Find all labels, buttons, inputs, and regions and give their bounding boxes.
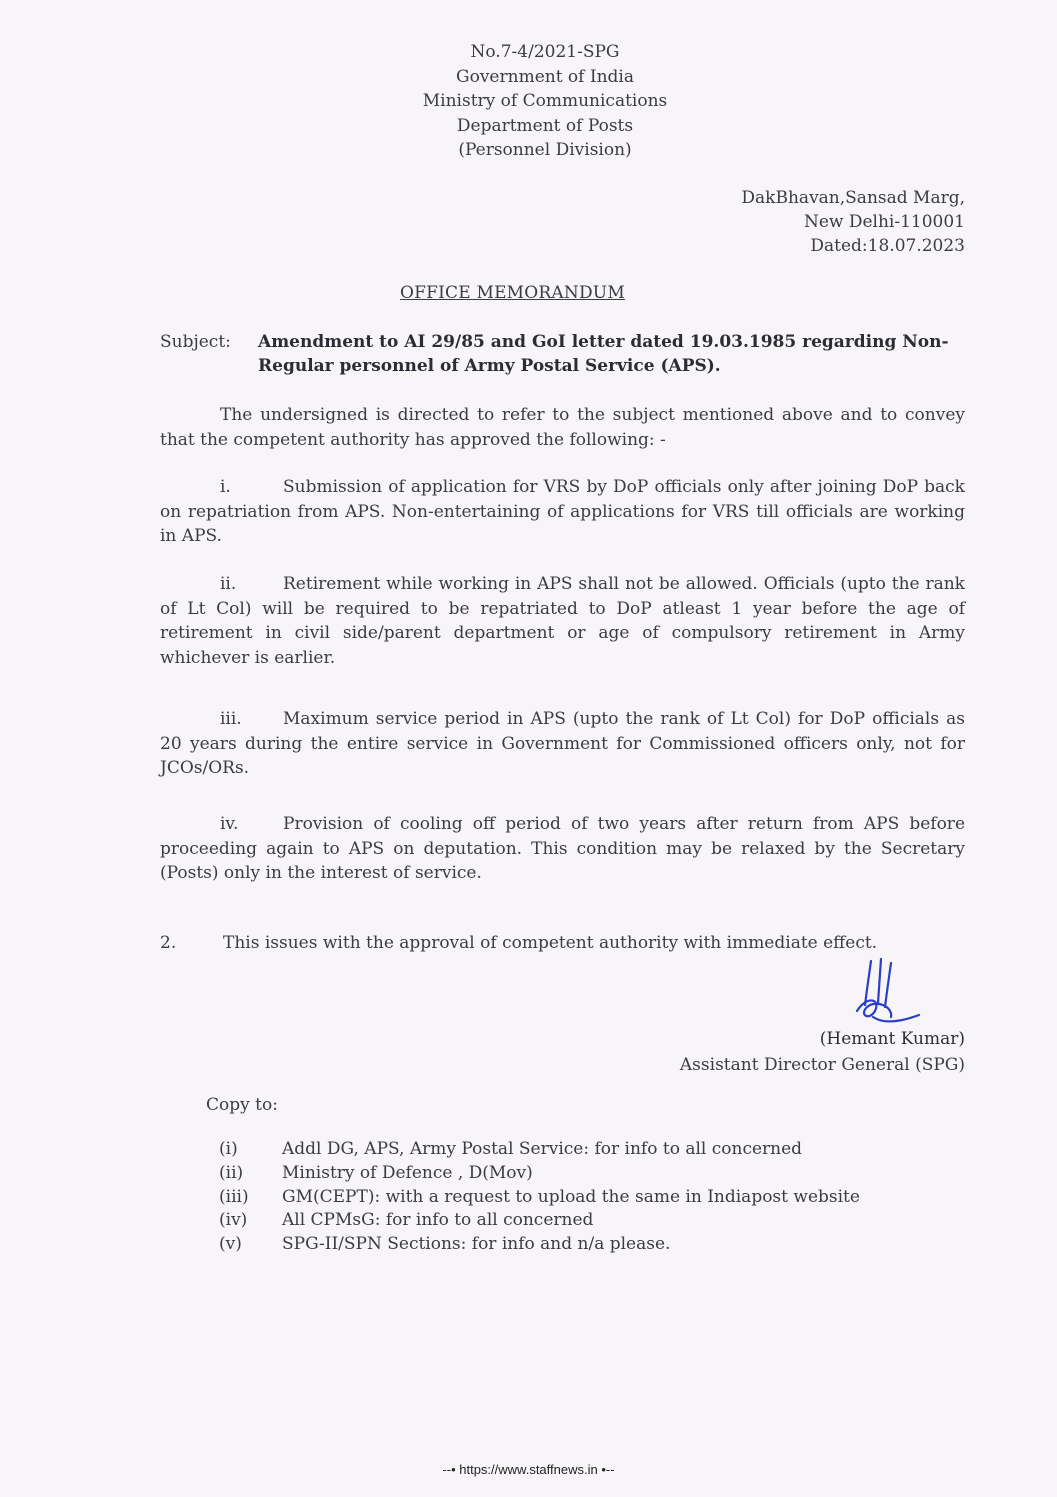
list-item [219, 1209, 860, 1233]
point-number: iii. [220, 709, 242, 729]
para-text: This issues with the approval of competent authority with immediate effect. [223, 933, 878, 953]
list-item [219, 1162, 860, 1186]
paragraph-2 [160, 931, 965, 956]
point-text: Provision of cooling off period of two years after return from APS before proceeding again to APS on deputation. This condition may be relaxed by the Secretary (Posts) only in the interest of service. [160, 814, 965, 883]
para-number: 2. [160, 933, 177, 953]
list-item-number: (v) [219, 1234, 242, 1255]
copy-to-label: Copy to: [206, 1095, 278, 1115]
footer-url: --• https://www.staffnews.in •-- [442, 1462, 615, 1477]
list-item-text: Ministry of Defence , D(Mov) [282, 1162, 533, 1183]
copy-to-list [219, 1138, 860, 1257]
signature-block [680, 1026, 965, 1078]
signatory-name: (Hemant Kumar) [819, 1029, 965, 1049]
signatory-designation: Assistant Director General (SPG) [679, 1055, 965, 1075]
point-number: iv. [220, 814, 239, 834]
point-ii [160, 572, 965, 670]
signature-mark [845, 955, 925, 1035]
point-text: Maximum service period in APS (upto the rank of Lt Col) for DoP officials as 20 years during the entire service in Government for Commissioned officers only, not for JCOs/ORs. [160, 709, 965, 778]
list-item-text: GM(CEPT): with a request to upload the same in Indiapost website [282, 1186, 860, 1207]
list-item [219, 1138, 860, 1162]
intro-text: The undersigned is directed to refer to the subject mentioned above and to convey that the competent authority has approved the following: - [160, 405, 965, 450]
list-item [219, 1233, 860, 1257]
list-item-text: SPG-II/SPN Sections: for info and n/a please. [282, 1234, 671, 1255]
address-line-2: New Delhi-110001 [803, 212, 965, 232]
government: Government of India [456, 66, 634, 87]
subject-label: Subject: [160, 332, 231, 352]
division: (Personnel Division) [458, 140, 632, 160]
point-i [160, 475, 965, 549]
list-item-number: (iii) [219, 1186, 249, 1207]
point-text: Submission of application for VRS by DoP officials only after joining DoP back on repatriation from APS. Non-entertaining of applications for VRS till officials are working in APS. [160, 477, 965, 546]
point-iii [160, 707, 965, 781]
list-item-text: Addl DG, APS, Army Postal Service: for info to all concerned [282, 1139, 803, 1159]
ministry: Ministry of Communications [422, 91, 668, 111]
list-item-text: All CPMsG: for info to all concerned [282, 1210, 594, 1231]
point-iv [160, 812, 965, 886]
letterhead [380, 40, 710, 163]
memo-title: OFFICE MEMORANDUM [400, 283, 625, 303]
list-item-number: (ii) [219, 1162, 244, 1183]
point-text: Retirement while working in APS shall not be allowed. Officials (upto the rank of Lt Col) will be required to be repatriated to DoP atleast 1 year before the age of retirement in civil side/parent department or age of compulsory retirement in Army whichever is earlier. [160, 574, 965, 668]
point-number: ii. [220, 574, 237, 594]
list-item [219, 1186, 860, 1210]
date: Dated:18.07.2023 [810, 236, 965, 256]
department: Department of Posts [456, 115, 634, 136]
subject-text: Amendment to AI 29/85 and GoI letter dated 19.03.1985 regarding Non-Regular personnel of Army Postal Service (APS). [258, 332, 949, 376]
address-block [741, 186, 965, 258]
intro-paragraph [160, 403, 965, 452]
point-number: i. [220, 477, 231, 497]
list-item-number: (i) [219, 1139, 238, 1159]
list-item-number: (iv) [219, 1210, 248, 1231]
file-number: No.7-4/2021-SPG [470, 42, 620, 62]
address-line-1: DakBhavan,Sansad Marg, [741, 188, 965, 208]
